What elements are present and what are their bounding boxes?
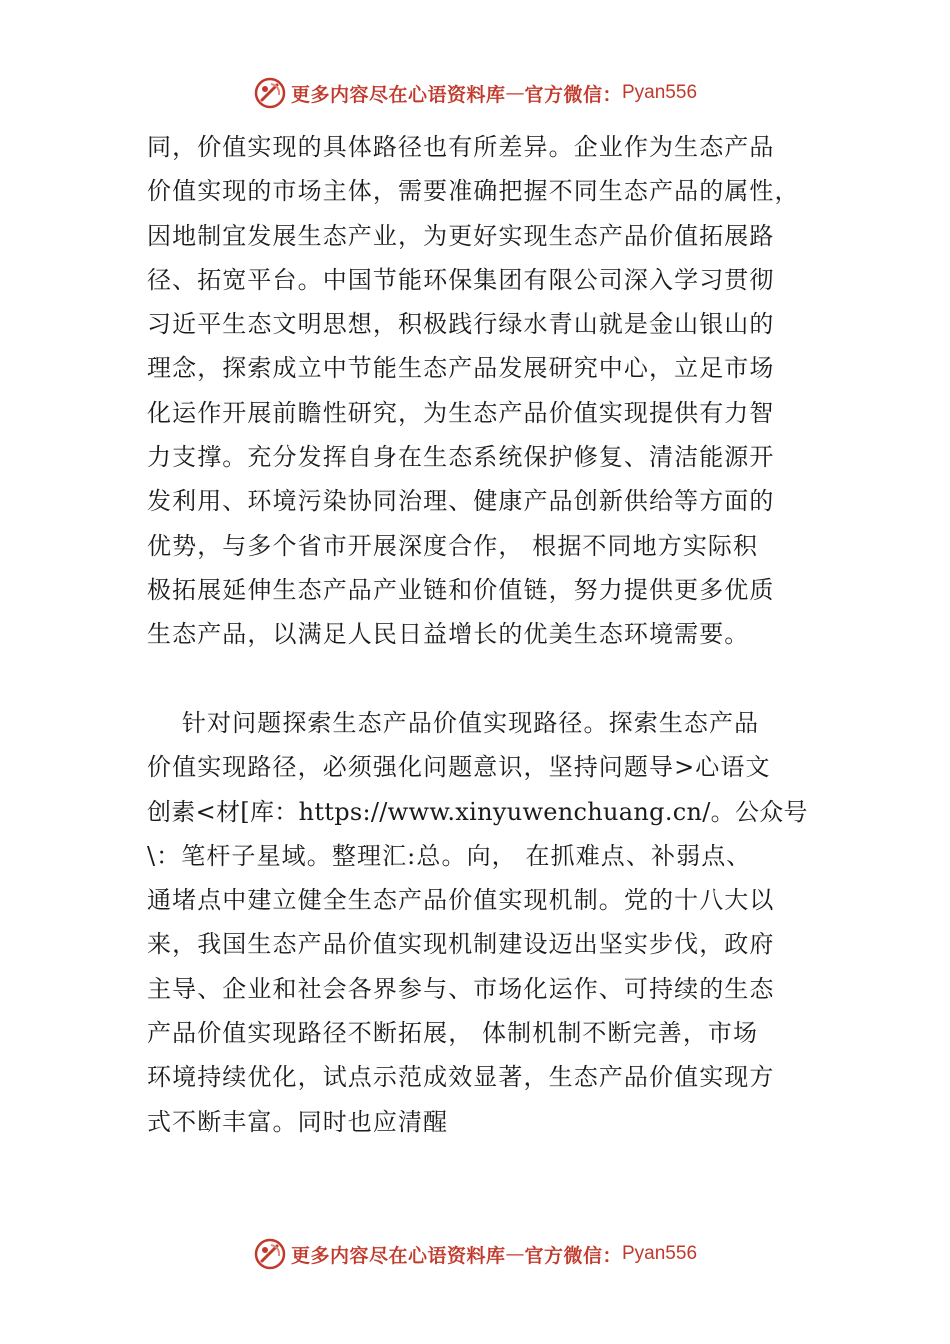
banner-text: 更多内容尽在心语资料库 (290, 1244, 506, 1267)
text-line: 价值实现路径，必须强化问题意识，坚持问题导>心语文 (147, 753, 771, 782)
text-line: 来，我国生态产品价值实现机制建设迈出坚实步伐，政府 (147, 930, 775, 959)
text-line: 力支撑。充分发挥自身在生态系统保护修复、清洁能源开 (147, 443, 775, 472)
text-line: 式不断丰富。同时也应清醒 (147, 1107, 449, 1136)
text-line: 理念，探索成立中节能生态产品发展研究中心，立足市场 (147, 354, 775, 383)
brand-logo-icon (253, 1237, 287, 1271)
paragraph-2 (147, 701, 837, 1144)
text-line: 化运作开展前瞻性研究，为生态产品价值实现提供有力智 (147, 398, 775, 427)
text-line: 发利用、环境污染协同治理、健康产品创新供给等方面的 (147, 487, 775, 516)
text-line: 极拓展延伸生态产品产业链和价值链，努力提供更多优质 (147, 575, 775, 604)
text-line: 因地制宜发展生态产业，为更好实现生态产品价值拓展路 (147, 221, 775, 250)
text-line: 通堵点中建立健全生态产品价值实现机制。党的十八大以 (147, 886, 775, 915)
footer-banner (0, 1234, 950, 1274)
paragraph-1 (147, 125, 837, 657)
brand-logo-icon (253, 76, 287, 110)
banner-text: 更多内容尽在心语资料库 (290, 83, 506, 106)
banner-wechat-id: Pyan556 (622, 1243, 698, 1264)
text-line: 环境持续优化，试点示范成效显著，生态产品价值实现方 (147, 1063, 775, 1092)
text-line: 针对问题探索生态产品价值实现路径。探索生态产品 (147, 709, 760, 737)
banner-official-label: 官方微信： (524, 83, 622, 106)
banner-separator: — (505, 1243, 525, 1265)
text-line: 优势，与多个省市开展深度合作， 根据不同地方实际积 (147, 531, 759, 560)
text-line: 同，价值实现的具体路径也有所差异。企业作为生态产品 (147, 133, 775, 161)
header-banner (0, 73, 950, 113)
text-line: \：笔杆子星域。整理汇:总。向， 在抓难点、补弱点、 (147, 841, 752, 870)
banner-wechat-id: Pyan556 (622, 82, 698, 103)
text-line: 产品价值实现路径不断拓展， 体制机制不断完善，市场 (147, 1019, 759, 1048)
banner-official-label: 官方微信： (524, 1244, 622, 1267)
text-line: 创素<材[库：https://www.xinyuwenchuang.cn/。公众号 (147, 797, 808, 826)
text-line: 生态产品，以满足人民日益增长的优美生态环境需要。 (147, 620, 750, 649)
text-line: 习近平生态文明思想，积极践行绿水青山就是金山银山的 (147, 310, 775, 339)
text-line: 主导、企业和社会各界参与、市场化运作、可持续的生态 (147, 974, 775, 1003)
text-line: 价值实现的市场主体，需要准确把握不同生态产品的属性， (147, 177, 800, 206)
banner-separator: — (505, 82, 525, 104)
text-line: 径、拓宽平台。中国节能环保集团有限公司深入学习贯彻 (147, 265, 775, 294)
